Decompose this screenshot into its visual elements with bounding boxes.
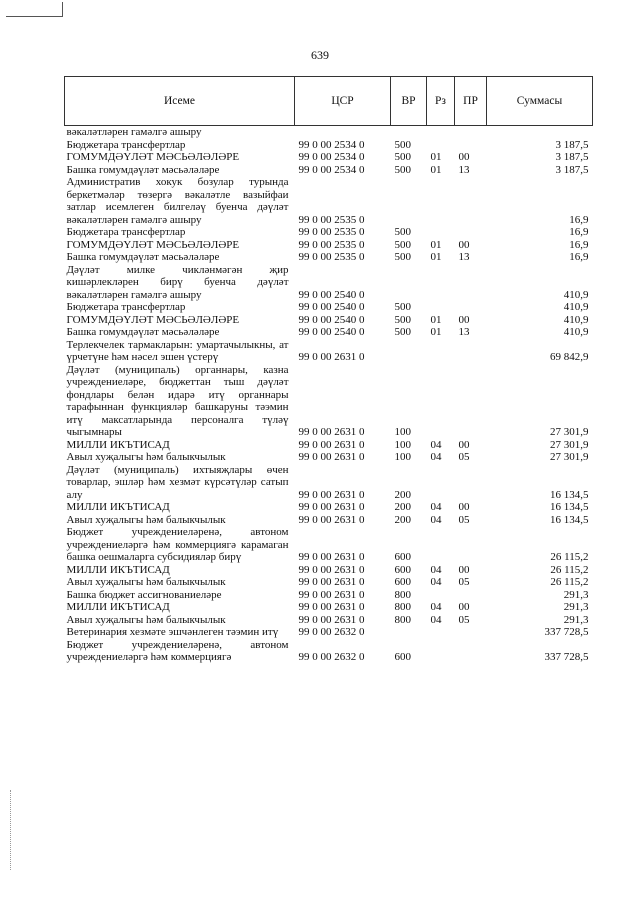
cell-rz xyxy=(427,364,455,439)
cell-rz xyxy=(427,626,455,639)
cell-rz xyxy=(427,589,455,602)
cell-pr: 05 xyxy=(458,451,470,463)
cell-csr xyxy=(295,126,391,139)
table-row xyxy=(65,139,593,152)
cell-rz xyxy=(427,339,455,364)
cell-name: Авыл хуҗалыгы һәм балыкчылык xyxy=(66,613,226,626)
table-row xyxy=(65,264,593,302)
table-row xyxy=(65,151,593,164)
cell-pr: 00 xyxy=(458,313,470,326)
cell-vr: 800 xyxy=(394,613,411,626)
cell-csr: 99 0 00 2534 0 xyxy=(298,151,365,163)
cell-pr: 05 xyxy=(458,513,470,526)
table-row xyxy=(65,126,593,139)
cell-pr xyxy=(455,464,487,502)
cell-rz: 04 xyxy=(430,438,442,451)
cell-sum: 3 187,5 xyxy=(555,151,589,163)
cell-rz: 01 xyxy=(430,313,442,326)
table-row xyxy=(65,164,593,177)
cell-csr: 99 0 00 2540 0 xyxy=(298,301,365,313)
cell-rz: 04 xyxy=(430,451,442,463)
cell-name: Бюджетара трансфертлар xyxy=(66,138,186,151)
table-row xyxy=(65,501,593,514)
cell-rz: 01 xyxy=(430,238,442,251)
cell-csr: 99 0 00 2631 0 xyxy=(298,451,365,463)
cell-rz: 04 xyxy=(430,513,442,526)
table-row xyxy=(65,626,593,639)
table-row xyxy=(65,614,593,627)
cell-name: Бюджетара трансфертлар xyxy=(66,301,186,313)
cell-sum: 291,3 xyxy=(563,588,589,601)
cell-rz xyxy=(427,264,455,302)
cell-pr: 00 xyxy=(458,563,470,576)
cell-name: Бюджетара трансфертлар xyxy=(66,226,186,238)
cell-rz: 01 xyxy=(430,326,442,338)
cell-pr: 05 xyxy=(458,613,470,626)
cell-csr: 99 0 00 2631 0 xyxy=(298,588,365,601)
cell-csr: 99 0 00 2540 0 xyxy=(298,288,365,301)
cell-pr: 13 xyxy=(458,251,470,263)
cell-vr: 500 xyxy=(394,138,411,151)
cell-csr: 99 0 00 2631 0 xyxy=(298,613,365,626)
cell-csr: 99 0 00 2631 0 xyxy=(298,488,365,501)
cell-pr xyxy=(455,126,487,139)
cell-sum: 27 301,9 xyxy=(550,451,589,463)
cell-pr xyxy=(455,639,487,664)
cell-name: Бюджет учреждениеләренә, автоном учреждениеләргә һәм коммерциягә xyxy=(66,638,289,663)
cell-rz xyxy=(427,226,455,239)
cell-pr: 00 xyxy=(458,151,470,163)
cell-sum: 410,9 xyxy=(563,326,589,338)
cell-vr: 500 xyxy=(394,251,411,263)
cell-vr: 500 xyxy=(394,313,411,326)
table-row xyxy=(65,589,593,602)
cell-pr xyxy=(455,626,487,639)
cell-rz: 04 xyxy=(430,601,442,613)
cell-rz xyxy=(427,139,455,152)
cell-pr xyxy=(455,364,487,439)
cell-sum: 291,3 xyxy=(563,613,589,626)
cell-sum: 410,9 xyxy=(563,288,589,301)
cell-pr xyxy=(455,301,487,314)
cell-csr: 99 0 00 2631 0 xyxy=(298,601,365,613)
table-row xyxy=(65,601,593,614)
cell-name: МИЛЛИ ИКЪТИСАД xyxy=(66,438,170,451)
cell-sum: 337 728,5 xyxy=(544,651,589,663)
table-row xyxy=(65,314,593,327)
cell-name: Ветеринария хезмәте эшчәнлеген тәэмин итү xyxy=(66,626,279,638)
cell-pr xyxy=(455,176,487,226)
cell-vr: 200 xyxy=(394,513,411,526)
cell-csr: 99 0 00 2631 0 xyxy=(298,563,365,576)
cell-name: МИЛЛИ ИКЪТИСАД xyxy=(66,601,170,613)
cell-csr: 99 0 00 2535 0 xyxy=(298,251,365,263)
cell-sum: 337 728,5 xyxy=(544,626,589,638)
cell-sum: 16,9 xyxy=(569,226,589,238)
cell-name: Башка гомумдәүләт мәсьәләләре xyxy=(66,163,220,176)
cell-vr: 800 xyxy=(394,601,411,613)
cell-sum xyxy=(487,126,593,139)
cell-rz: 04 xyxy=(430,501,442,513)
cell-pr xyxy=(455,226,487,239)
cell-vr: 600 xyxy=(394,563,411,576)
cell-pr xyxy=(455,589,487,602)
cell-pr: 05 xyxy=(458,576,470,588)
cell-rz: 04 xyxy=(430,576,442,588)
page-number: 639 xyxy=(311,48,329,62)
cell-sum: 410,9 xyxy=(563,301,589,313)
cell-sum: 26 115,2 xyxy=(550,551,589,563)
cell-sum: 16,9 xyxy=(569,238,589,251)
cell-vr xyxy=(391,126,427,139)
cell-rz: 01 xyxy=(430,151,442,163)
cell-rz xyxy=(427,464,455,502)
cell-sum: 26 115,2 xyxy=(550,563,589,576)
cell-vr: 600 xyxy=(394,551,411,563)
cell-name: Башка бюджет ассигнованиеләре xyxy=(66,588,222,601)
cell-sum: 3 187,5 xyxy=(555,163,589,176)
header-pr: ПР xyxy=(455,77,487,126)
table-row xyxy=(65,301,593,314)
table-row xyxy=(65,639,593,664)
cell-csr: 99 0 00 2632 0 xyxy=(298,626,365,638)
table-row xyxy=(65,226,593,239)
cell-csr: 99 0 00 2631 0 xyxy=(298,551,365,563)
cell-vr: 200 xyxy=(394,488,411,501)
cell-rz xyxy=(427,126,455,139)
cell-sum: 16 134,5 xyxy=(550,513,589,526)
table-row xyxy=(65,176,593,226)
header-rz: Рз xyxy=(427,77,455,126)
cell-sum: 16,9 xyxy=(569,213,589,226)
cell-sum: 26 115,2 xyxy=(550,576,589,588)
table-row xyxy=(65,576,593,589)
cell-name: Авыл хуҗалыгы һәм балыкчылык xyxy=(66,451,226,463)
cell-vr: 500 xyxy=(394,163,411,176)
cell-vr: 100 xyxy=(394,438,411,451)
cell-vr: 100 xyxy=(394,426,411,438)
cell-pr: 00 xyxy=(458,601,470,613)
cell-sum: 3 187,5 xyxy=(555,138,589,151)
cell-vr: 100 xyxy=(394,451,411,463)
cell-csr: 99 0 00 2534 0 xyxy=(298,163,365,176)
cell-pr xyxy=(455,139,487,152)
header-csr: ЦСР xyxy=(295,77,391,126)
header-sum: Суммасы xyxy=(487,77,593,126)
cell-name: Дәүләт милке чикләнмәгән җир кишәрлекләрен бирү буенча дәүләт вәкаләтләрен гамәлгә ашыру xyxy=(66,263,289,301)
cell-name: МИЛЛИ ИКЪТИСАД xyxy=(66,501,170,513)
cell-name: Дәүләт (муниципаль) органнары, казна учреждениеләре, бюджеттан тыш дәүләт фондлары белән идарә итү органнары тарафыннан функцияләр башкаруны тәэмин итү максатларында персоналга түләү чыгымнары xyxy=(66,363,289,438)
cell-name: Терлекчелек тармакларын: умартачылыкны, ат үрчетүне һәм нәсел эшен үстерү xyxy=(66,338,289,363)
header-vr: ВР xyxy=(391,77,427,126)
cell-csr: 99 0 00 2540 0 xyxy=(298,313,365,326)
cell-vr xyxy=(391,176,427,226)
scan-corner-mark xyxy=(6,2,63,17)
cell-sum: 16 134,5 xyxy=(550,501,589,513)
cell-name: Бюджет учреждениеләренә, автоном учреждениеләргә һәм коммерциягә карамаган башка оешмаларга субсидияләр бирү xyxy=(66,526,289,563)
cell-csr: 99 0 00 2540 0 xyxy=(298,326,365,338)
cell-rz: 01 xyxy=(430,163,442,176)
cell-pr: 00 xyxy=(458,501,470,513)
cell-sum: 27 301,9 xyxy=(550,426,589,438)
cell-name: Башка гомумдәүләт мәсьәләләре xyxy=(66,251,220,263)
cell-rz: 01 xyxy=(430,251,442,263)
cell-pr: 00 xyxy=(458,438,470,451)
cell-vr: 500 xyxy=(394,151,411,163)
cell-csr: 99 0 00 2631 0 xyxy=(298,501,365,513)
table-row xyxy=(65,364,593,439)
table-row xyxy=(65,251,593,264)
cell-vr: 600 xyxy=(394,576,411,588)
cell-name: Административ хокук бозулар турында беркетмәләр төзергә вәкаләтле вазыйфаи затлар исемлеген билгеләү буенча дәүләт вәкаләтләрен гамәлгә ашыру xyxy=(66,176,289,226)
cell-sum: 27 301,9 xyxy=(550,438,589,451)
cell-vr: 200 xyxy=(394,501,411,513)
cell-sum: 291,3 xyxy=(563,601,589,613)
cell-vr: 800 xyxy=(394,588,411,601)
cell-csr: 99 0 00 2631 0 xyxy=(298,351,365,363)
table-row xyxy=(65,326,593,339)
table-row xyxy=(65,339,593,364)
cell-sum: 16 134,5 xyxy=(550,488,589,501)
cell-csr: 99 0 00 2631 0 xyxy=(298,438,365,451)
table-row xyxy=(65,564,593,577)
cell-vr: 500 xyxy=(394,326,411,338)
cell-csr: 99 0 00 2535 0 xyxy=(298,238,365,251)
cell-vr xyxy=(391,339,427,364)
cell-sum: 69 842,9 xyxy=(550,351,589,363)
cell-rz xyxy=(427,639,455,664)
cell-vr: 500 xyxy=(394,226,411,238)
cell-csr: 99 0 00 2535 0 xyxy=(298,226,365,238)
table-row xyxy=(65,526,593,564)
table-body xyxy=(65,126,593,664)
table-row xyxy=(65,464,593,502)
cell-name: ГОМУМДӘҮЛӘТ МӘСЬӘЛӘЛӘРЕ xyxy=(66,313,240,326)
cell-vr xyxy=(391,626,427,639)
cell-name: вәкаләтләрен гамәлгә ашыру xyxy=(66,126,202,138)
table-row xyxy=(65,451,593,464)
scan-margin-marks xyxy=(10,790,13,870)
cell-sum: 16,9 xyxy=(569,251,589,263)
cell-pr xyxy=(455,339,487,364)
cell-vr: 600 xyxy=(394,651,411,663)
cell-csr: 99 0 00 2631 0 xyxy=(298,426,365,438)
cell-name: Башка гомумдәүләт мәсьәләләре xyxy=(66,326,220,338)
cell-pr xyxy=(455,264,487,302)
cell-rz xyxy=(427,176,455,226)
cell-name: ГОМУМДӘҮЛӘТ МӘСЬӘЛӘЛӘРЕ xyxy=(66,238,240,251)
cell-pr xyxy=(455,526,487,564)
cell-name: Авыл хуҗалыгы һәм балыкчылык xyxy=(66,576,226,588)
cell-name: МИЛЛИ ИКЪТИСАД xyxy=(66,563,170,576)
cell-pr: 13 xyxy=(458,326,470,338)
cell-rz xyxy=(427,301,455,314)
cell-rz: 04 xyxy=(430,613,442,626)
cell-name: Авыл хуҗалыгы һәм балыкчылык xyxy=(66,513,226,526)
header-name: Исеме xyxy=(65,77,295,126)
cell-name: ГОМУМДӘҮЛӘТ МӘСЬӘЛӘЛӘРЕ xyxy=(66,151,240,163)
cell-csr: 99 0 00 2632 0 xyxy=(298,651,365,663)
table-row xyxy=(65,239,593,252)
cell-csr: 99 0 00 2534 0 xyxy=(298,138,365,151)
cell-name: Дәүләт (муниципаль) ихтыяҗлары өчен товарлар, эшләр һәм хезмәт күрсәтүләр сатып алу xyxy=(66,463,289,501)
budget-table xyxy=(64,76,593,664)
table-header xyxy=(65,77,593,126)
cell-rz: 04 xyxy=(430,563,442,576)
cell-csr: 99 0 00 2631 0 xyxy=(298,513,365,526)
cell-csr: 99 0 00 2535 0 xyxy=(298,213,365,226)
cell-vr: 500 xyxy=(394,238,411,251)
cell-vr: 500 xyxy=(394,301,411,313)
cell-csr: 99 0 00 2631 0 xyxy=(298,576,365,588)
cell-pr: 00 xyxy=(458,238,470,251)
cell-vr xyxy=(391,264,427,302)
cell-sum: 410,9 xyxy=(563,313,589,326)
table-row xyxy=(65,514,593,527)
table-row xyxy=(65,439,593,452)
cell-rz xyxy=(427,526,455,564)
cell-pr: 13 xyxy=(458,163,470,176)
